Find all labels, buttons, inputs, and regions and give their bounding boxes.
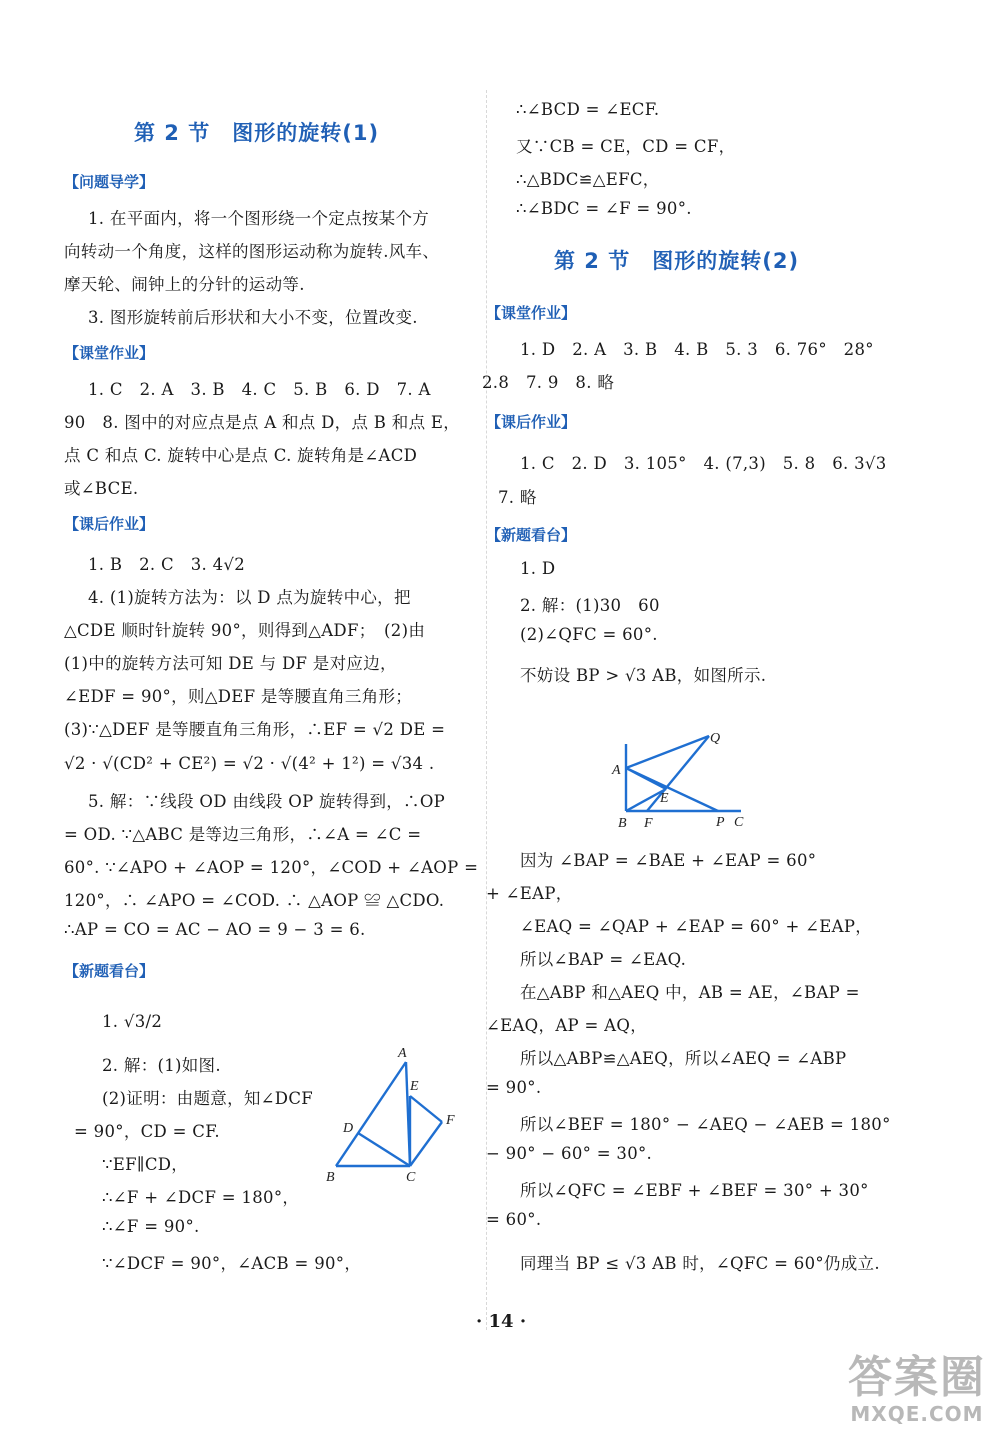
right-line-10: + ∠EAP， [486,884,573,903]
fig1-label-B: B [326,1170,335,1185]
right-tag-kehou: 【课后作业】 [486,413,577,431]
fig1-label-C: C [406,1170,416,1185]
page-number: · 14 · [476,1311,527,1332]
watermark-bottom: MXQE.COM [850,1402,984,1426]
right-section-title: 第 2 节 图形的旋转(2) [554,249,800,273]
fig1-label-F: F [446,1113,455,1128]
left-line-8: 或∠BCE. [64,479,139,498]
right-tag-xinti: 【新题看台】 [486,526,577,544]
left-line-19: 120°，∴ ∠APO = ∠COD. ∴ △AOP ≌ △CDO. [64,891,445,910]
right-line-16: = 90°. [486,1078,542,1097]
watermark-top: 答案圈 [848,1352,986,1403]
right-line-8: 不妨设 BP > √3 AB，如图所示. [520,666,767,685]
right-line-11: ∠EAQ = ∠QAP + ∠EAP = 60° + ∠EAP， [520,917,873,936]
fig2-label-F: F [644,816,653,831]
right-line-18: − 90° − 60° = 30°. [486,1144,653,1163]
left-line-11: △CDE 顺时针旋转 90°，则得到△ADF； (2)由 [64,621,426,640]
right-tag-ketang: 【课堂作业】 [486,304,577,322]
left-line-5: 1. C 2. A 3. B 4. C 5. B 6. D 7. A [88,380,431,399]
left-line-15: √2 · √(CD² + CE²) = √2 · √(4² + 1²) = √34 . [64,754,435,773]
left-line-4: 3. 图形旋转前后形状和大小不变，位置改变. [88,308,418,327]
right-line-20: = 60°. [486,1210,542,1229]
left-line-17: = OD. ∵△ABC 是等边三角形，∴∠A = ∠C = [64,825,422,844]
left-tag-kehou: 【课后作业】 [64,515,155,533]
right-line-14: ∠EAQ，AP = AQ， [486,1016,647,1035]
right-line-13: 在△ABP 和△AEQ 中，AB = AE，∠BAP = [520,983,860,1002]
left-line-16: 5. 解：∵线段 OD 由线段 OP 旋转得到，∴OP [88,792,446,811]
right-line-17: 所以∠BEF = 180° − ∠AEQ − ∠AEB = 180° [520,1115,891,1134]
right-line-4: 7. 略 [498,488,537,507]
fig1-line-FC [410,1122,442,1166]
left-line-10: 4. (1)旋转方法为：以 D 点为旋转中心，把 [88,588,411,607]
left-tag-ketang: 【课堂作业】 [64,344,155,362]
left-line-24: = 90°，CD = CF. [74,1122,220,1141]
right-line-7: (2)∠QFC = 60°. [520,625,658,644]
left-line-6: 90 8. 图中的对应点是点 A 和点 D，点 B 和点 E， [64,413,461,432]
left-line-28: ∵∠DCF = 90°，∠ACB = 90°， [102,1254,362,1273]
left-line-21: 1. √3/2 [102,1012,163,1031]
right-line-2: 2.8 7. 9 8. 略 [482,373,615,392]
right-top-line-3: ∴△BDC≌△EFC， [516,170,660,189]
fig1-label-A: A [398,1046,407,1061]
fig2-label-B: B [618,816,627,831]
right-line-3: 1. C 2. D 3. 105° 4. (7,3) 5. 8 6. 3√3 [520,454,887,473]
left-line-25: ∵EF∥CD， [102,1155,189,1174]
fig2-label-P: P [716,815,725,830]
left-line-18: 60°. ∵∠APO + ∠AOP = 120°，∠COD + ∠AOP = [64,858,479,877]
fig1-line-AB [336,1062,406,1166]
right-line-5: 1. D [520,559,556,578]
right-top-line-1: ∴∠BCD = ∠ECF. [516,100,660,119]
left-geometry-figure [318,1040,468,1190]
right-top-line-4: ∴∠BDC = ∠F = 90°. [516,199,692,218]
right-line-19: 所以∠QFC = ∠EBF + ∠BEF = 30° + 30° [520,1181,869,1200]
left-line-23: (2)证明：由题意，知∠DCF [102,1089,313,1108]
right-line-12: 所以∠BAP = ∠EAQ. [520,950,687,969]
left-line-27: ∴∠F = 90°. [102,1217,200,1236]
left-line-12: (1)中的旋转方法可知 DE 与 DF 是对应边， [64,654,397,673]
right-line-15: 所以△ABP≌△AEQ，所以∠AEQ = ∠ABP [520,1049,847,1068]
left-line-22: 2. 解：(1)如图. [102,1056,221,1075]
left-line-7: 点 C 和点 C. 旋转中心是点 C. 旋转角是∠ACD [64,446,418,465]
left-line-2: 向转动一个角度，这样的图形运动称为旋转.风车、 [64,242,440,261]
left-line-13: ∠EDF = 90°，则△DEF 是等腰直角三角形； [64,687,413,706]
fig1-line-EF [410,1096,442,1122]
left-section-title: 第 2 节 图形的旋转(1) [134,121,380,145]
fig1-label-D: D [343,1121,354,1136]
left-line-3: 摩天轮、闹钟上的分针的运动等. [64,275,305,294]
right-line-9: 因为 ∠BAP = ∠BAE + ∠EAP = 60° [520,851,817,870]
fig2-line-AE [626,768,666,789]
fig1-line-DC [358,1133,410,1166]
watermark-logo [848,1354,986,1426]
right-line-6: 2. 解：(1)30 60 [520,596,660,615]
fig2-label-A: A [612,763,621,778]
right-top-line-2: 又∵CB = CE，CD = CF， [516,137,736,156]
left-line-20: ∴AP = CO = AC − AO = 9 − 3 = 6. [64,920,366,939]
right-line-1: 1. D 2. A 3. B 4. B 5. 3 6. 76° 28° [520,340,874,359]
fig1-label-E: E [410,1079,419,1094]
left-tag-xinti: 【新题看台】 [64,962,155,980]
left-line-9: 1. B 2. C 3. 4√2 [88,555,246,574]
right-geometry-figure [606,724,756,834]
left-tag-wenti: 【问题导学】 [64,173,155,191]
fig2-label-Q: Q [710,731,721,746]
right-line-21: 同理当 BP ≤ √3 AB 时，∠QFC = 60°仍成立. [520,1254,880,1273]
fig2-label-E: E [660,791,669,806]
fig2-label-C: C [734,815,744,830]
left-line-26: ∴∠F + ∠DCF = 180°， [102,1188,300,1207]
left-line-14: (3)∵△DEF 是等腰直角三角形，∴EF = √2 DE = [64,720,446,739]
left-line-1: 1. 在平面内，将一个图形绕一个定点按某个方 [88,209,430,228]
